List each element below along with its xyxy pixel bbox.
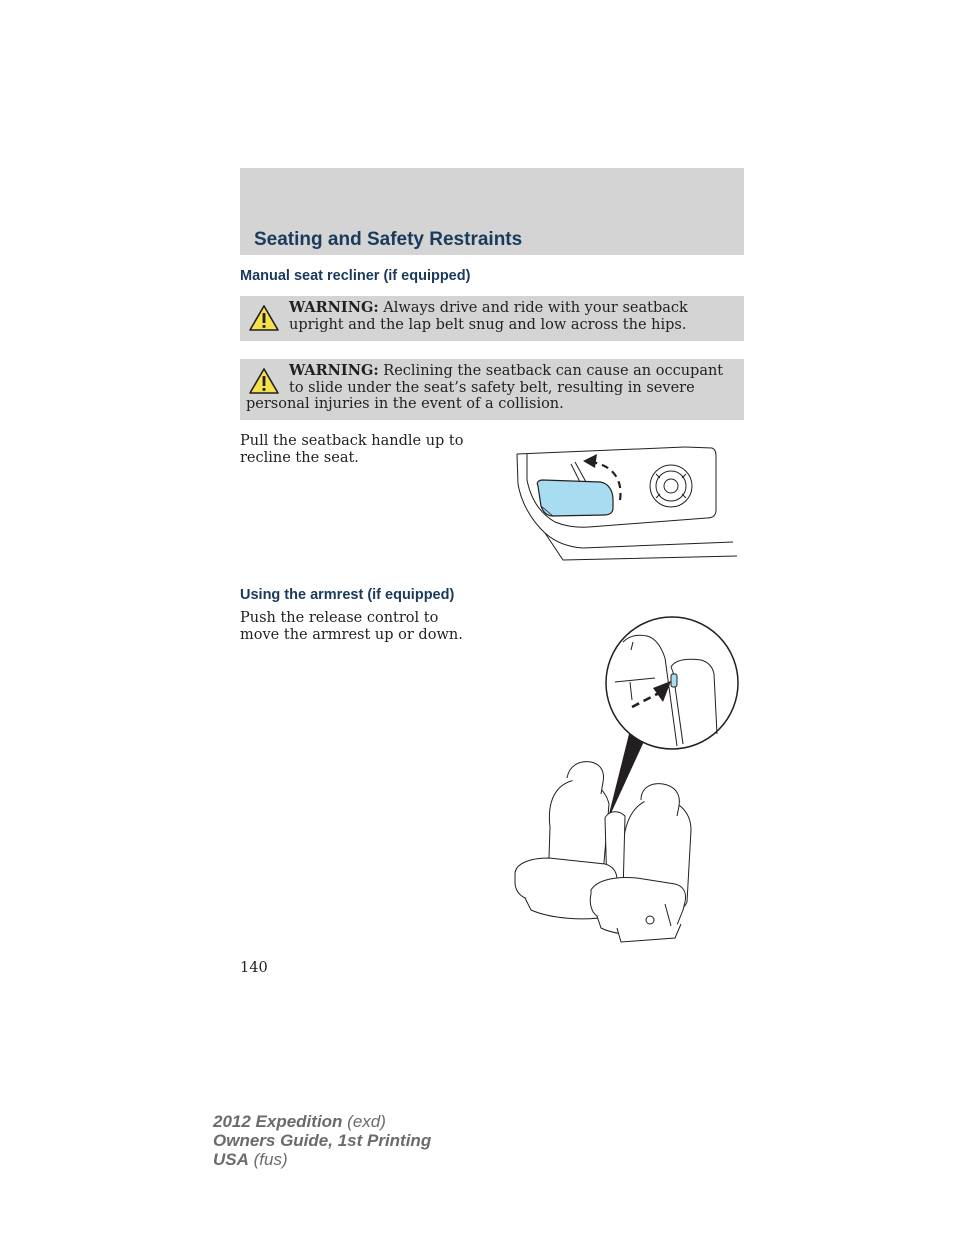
warning-box-2 bbox=[240, 359, 744, 420]
recliner-instructions: Pull the seatback handle up to recline the seat. bbox=[240, 433, 464, 466]
warning-text: Reclining the seatback can cause an occupant to slide under the seat’s safety belt, resulting in severe personal injuries in the event of a collision. bbox=[246, 363, 724, 412]
warning-label: WARNING: bbox=[289, 299, 379, 316]
footer-model: 2012 Expedition bbox=[213, 1112, 343, 1131]
section-title: Seating and Safety Restraints bbox=[254, 229, 523, 250]
document-footer bbox=[213, 1112, 431, 1169]
page-number: 140 bbox=[240, 960, 268, 976]
footer-guide-edition: Owners Guide, 1st Printing bbox=[213, 1131, 432, 1150]
armrest-heading: Using the armrest (if equipped) bbox=[240, 587, 455, 603]
armrest-instructions: Push the release control to move the armrest up or down. bbox=[240, 610, 463, 643]
footer-market: USA bbox=[213, 1150, 249, 1169]
warning-text: Always drive and ride with your seatback upright and the lap belt snug and low across the hips. bbox=[289, 300, 688, 333]
warning-triangle-icon bbox=[248, 367, 280, 395]
warning-label: WARNING: bbox=[289, 362, 379, 379]
section-header-band bbox=[240, 168, 744, 255]
recliner-heading: Manual seat recliner (if equipped) bbox=[240, 268, 471, 284]
warning-box-1 bbox=[240, 296, 744, 341]
footer-market-code: (fus) bbox=[248, 1150, 288, 1169]
footer-model-code: (exd) bbox=[342, 1112, 386, 1131]
seat-armrest-release-illustration bbox=[505, 612, 745, 952]
warning-triangle-icon bbox=[248, 304, 280, 332]
seat-recliner-handle-illustration bbox=[505, 440, 745, 565]
